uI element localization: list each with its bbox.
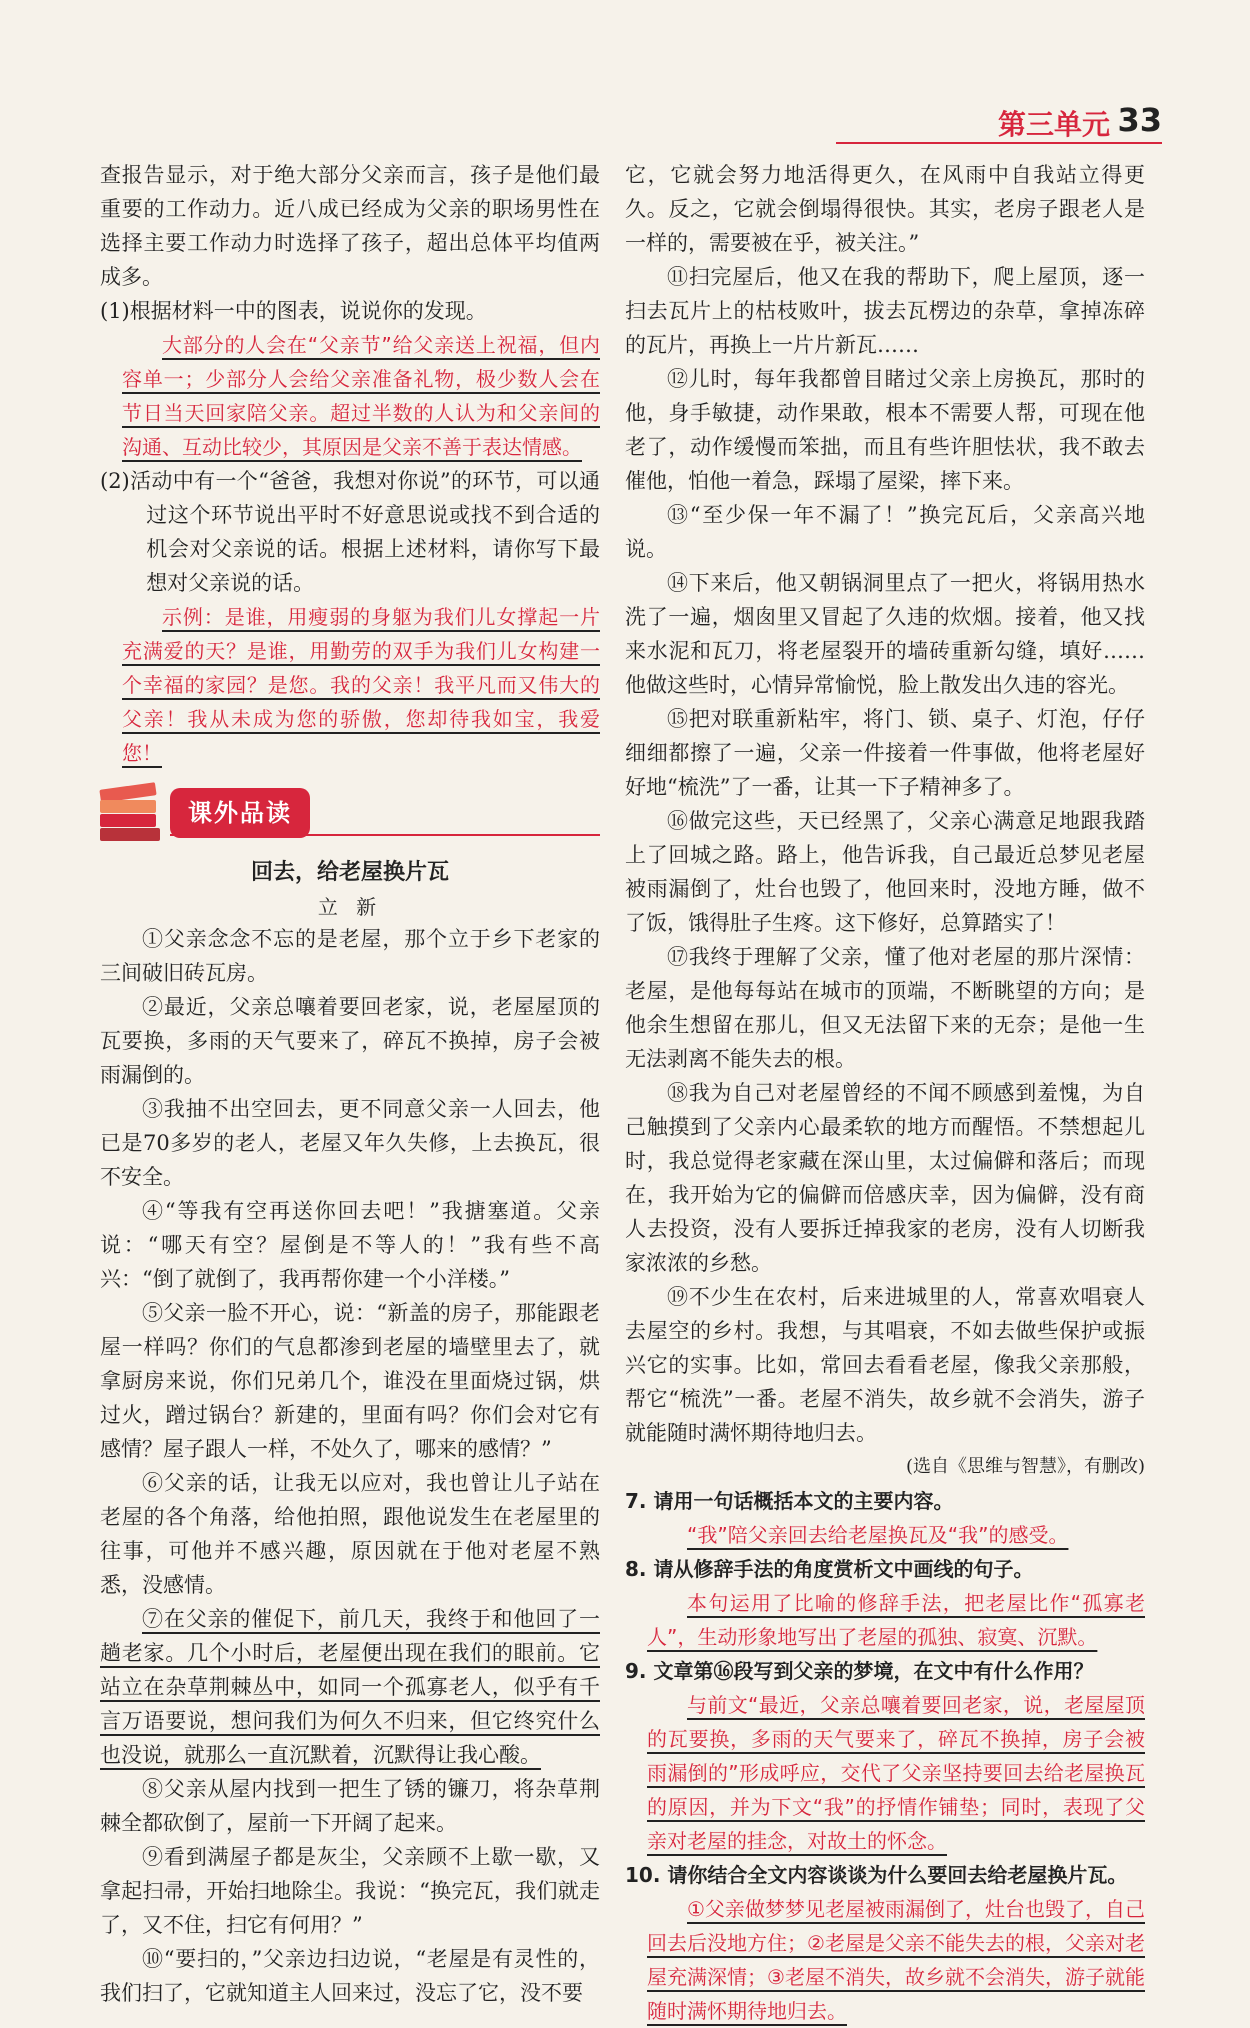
section-label: 课外品读 bbox=[170, 788, 310, 838]
article-paragraph: ⑨看到满屋子都是灰尘，父亲顾不上歇一歇，又拿起扫帚，开始扫地除尘。我说：“换完瓦，我们就走了，又不住，扫它有何用？” bbox=[100, 1845, 600, 1937]
article-paragraph: ⑰我终于理解了父亲，懂了他对老屋的那片深情：老屋，是他每每站在城市的顶端，不断眺望的方向；是他余生想留在那儿，但又无法留下来的无奈；是他一生无法剥离不能失去的根。 bbox=[625, 945, 1145, 1071]
article-paragraph: ⑯做完这些，天已经黑了，父亲心满意足地跟我踏上了回城之路。路上，他告诉我，自己最近总梦见老屋被雨漏倒了，灶台也毁了，他回来时，没地方睡，做不了饭，饿得肚子生疼。这下修好，总算踏实了！ bbox=[625, 809, 1145, 935]
article-paragraph: ⑲不少生在农村，后来进城里的人，常喜欢唱衰人去屋空的乡村。我想，与其唱衰，不如去做些保护或振兴它的实事。比如，常回去看看老屋，像我父亲那般，帮它“梳洗”一番。老屋不消失，故乡就不会消失，游子就能随时满怀期待地归去。 bbox=[625, 1285, 1145, 1445]
article-paragraph: ⑥父亲的话，让我无以应对，我也曾让儿子站在老屋的各个角落，给他拍照，跟他说发生在老屋里的往事，可他并不感兴趣，原因就在于他对老屋不熟悉，没感情。 bbox=[100, 1471, 600, 1597]
answer-1: 大部分的人会在“父亲节”给父亲送上祝福，但内容单一；少部分人会给父亲准备礼物，极少数人会在节日当天回家陪父亲。超过半数的人认为和父亲间的沟通、互动比较少，其原因是父亲不善于表达情感。 bbox=[122, 333, 600, 459]
answer-8: 本句运用了比喻的修辞手法，把老屋比作“孤寡老人”，生动形象地写出了老屋的孤独、寂寞、沉默。 bbox=[647, 1591, 1145, 1649]
header-rule bbox=[836, 142, 1162, 144]
question-1: (1)根据材料一中的图表，说说你的发现。 bbox=[100, 299, 487, 323]
article-paragraph: ③我抽不出空回去，更不同意父亲一人回去，他已是70多岁的老人，老屋又年久失修，上去换瓦，很不安全。 bbox=[100, 1097, 600, 1189]
question-10: 10. 请你结合全文内容谈谈为什么要回去给老屋换片瓦。 bbox=[625, 1863, 1128, 1887]
section-banner bbox=[100, 780, 600, 850]
right-column bbox=[625, 158, 1145, 2028]
intro-text: 查报告显示，对于绝大部分父亲而言，孩子是他们最重要的工作动力。近八成已经成为父亲的职场男性在选择主要工作动力时选择了孩子，超出总体平均值两成多。 bbox=[100, 163, 600, 289]
left-column bbox=[100, 158, 600, 2010]
question-7: 7. 请用一句话概括本文的主要内容。 bbox=[625, 1489, 954, 1513]
article-paragraph: ⑭下来后，他又朝锅洞里点了一把火，将锅用热水洗了一遍，烟囱里又冒起了久违的炊烟。接着，他又找来水泥和瓦刀，将老屋裂开的墙砖重新勾缝，填好……他做这些时，心情异常愉悦，脸上散发出久违的容光。 bbox=[625, 571, 1145, 697]
article-paragraph: ⑪扫完屋后，他又在我的帮助下，爬上屋顶，逐一扫去瓦片上的枯枝败叶，拔去瓦楞边的杂草，拿掉冻碎的瓦片，再换上一片片新瓦…… bbox=[625, 265, 1145, 357]
article-paragraph: ⑦在父亲的催促下，前几天，我终于和他回了一趟老家。几个小时后，老屋便出现在我们的眼前。它站立在杂草荆棘丛中，如同一个孤寡老人，似乎有千言万语要说，想问我们为何久不归来，但它终究什么也没说，就那么一直沉默着，沉默得让我心酸。 bbox=[100, 1607, 600, 1767]
answer-7: “我”陪父亲回去给老屋换瓦及“我”的感受。 bbox=[687, 1523, 1069, 1547]
article-paragraph: 它，它就会努力地活得更久，在风雨中自我站立得更久。反之，它就会倒塌得很快。其实，老房子跟老人是一样的，需要被在乎，被关注。” bbox=[625, 163, 1145, 255]
article-paragraph: ⑮把对联重新粘牢，将门、锁、桌子、灯泡，仔仔细细都擦了一遍，父亲一件接着一件事做，他将老屋好好地“梳洗”了一番，让其一下子精神多了。 bbox=[625, 707, 1145, 799]
answer-9: 与前文“最近，父亲总嚷着要回老家，说，老屋屋顶的瓦要换，多雨的天气要来了，碎瓦不换掉，房子会被雨漏倒的”形成呼应，交代了父亲坚持要回去给老屋换瓦的原因，并为下文“我”的抒情作铺垫；同时，表现了父亲对老屋的挂念，对故土的怀念。 bbox=[647, 1693, 1145, 1853]
question-9: 9. 文章第⑯段写到父亲的梦境，在文中有什么作用？ bbox=[625, 1659, 1094, 1683]
article-paragraph: ①父亲念念不忘的是老屋，那个立于乡下老家的三间破旧砖瓦房。 bbox=[100, 927, 600, 985]
article-paragraph: ⑧父亲从屋内找到一把生了锈的镰刀，将杂草荆棘全都砍倒了，屋前一下开阔了起来。 bbox=[100, 1777, 600, 1835]
article-paragraph: ④“等我有空再送你回去吧！”我搪塞道。父亲说：“哪天有空？屋倒是不等人的！”我有些不高兴：“倒了就倒了，我再帮你建一个小洋楼。” bbox=[100, 1199, 600, 1291]
answer-10: ①父亲做梦梦见老屋被雨漏倒了，灶台也毁了，自己回去后没地方住；②老屋是父亲不能失去的根，父亲对老屋充满深情；③老屋不消失，故乡就不会消失，游子就能随时满怀期待地归去。 bbox=[647, 1897, 1145, 2023]
article-paragraph: ⑬“至少保一年不漏了！”换完瓦后，父亲高兴地说。 bbox=[625, 503, 1145, 561]
page-number: 33 bbox=[1117, 101, 1162, 139]
article-title: 回去，给老屋换片瓦 bbox=[250, 860, 449, 885]
article-paragraph: ②最近，父亲总嚷着要回老家，说，老屋屋顶的瓦要换，多雨的天气要来了，碎瓦不换掉，房子会被雨漏倒的。 bbox=[100, 995, 600, 1087]
article-author: 立 新 bbox=[317, 895, 383, 919]
section-rule bbox=[170, 834, 600, 836]
article-paragraph: ⑱我为自己对老屋曾经的不闻不顾感到羞愧，为自己触摸到了父亲内心最柔软的地方而醒悟。不禁想起儿时，我总觉得老家藏在深山里，太过偏僻和落后；而现在，我开始为它的偏僻而倍感庆幸，因为偏僻，没有商人去投资，没有人要拆迁掉我家的老房，没有人切断我家浓浓的乡愁。 bbox=[625, 1081, 1145, 1275]
question-8: 8. 请从修辞手法的角度赏析文中画线的句子。 bbox=[625, 1557, 1034, 1581]
article-paragraph: ⑫儿时，每年我都曾目睹过父亲上房换瓦，那时的他，身手敏捷，动作果敢，根本不需要人帮，可现在他老了，动作缓慢而笨拙，而且有些许胆怯状，我不敢去催他，怕他一着急，踩塌了屋梁，摔下来。 bbox=[625, 367, 1145, 493]
article-paragraph: ⑤父亲一脸不开心，说：“新盖的房子，那能跟老屋一样吗？你们的气息都渗到老屋的墙壁里去了，就拿厨房来说，你们兄弟几个，谁没在里面烧过锅，烘过火，蹭过锅台？新建的，里面有吗？你们会对它有感情？屋子跟人一样，不处久了，哪来的感情？” bbox=[100, 1301, 600, 1461]
books-icon bbox=[100, 786, 162, 838]
question-2: (2)活动中有一个“爸爸，我想对你说”的环节，可以通过这个环节说出平时不好意思说或找不到合适的机会对父亲说的话。根据上述材料，请你写下最想对父亲说的话。 bbox=[100, 469, 600, 595]
article-paragraph: ⑩“要扫的，”父亲边扫边说，“老屋是有灵性的，我们扫了，它就知道主人回来过，没忘了它，没不要 bbox=[100, 1947, 600, 2005]
unit-title: 第三单元 bbox=[997, 108, 1110, 141]
source-note: (选自《思维与智慧》，有删改) bbox=[905, 1456, 1145, 1477]
answer-2: 示例：是谁，用瘦弱的身躯为我们儿女撑起一片充满爱的天？是谁，用勤劳的双手为我们儿女构建一个幸福的家园？是您。我的父亲！我平凡而又伟大的父亲！我从未成为您的骄傲，您却待我如宝，我爱您！ bbox=[122, 605, 600, 765]
